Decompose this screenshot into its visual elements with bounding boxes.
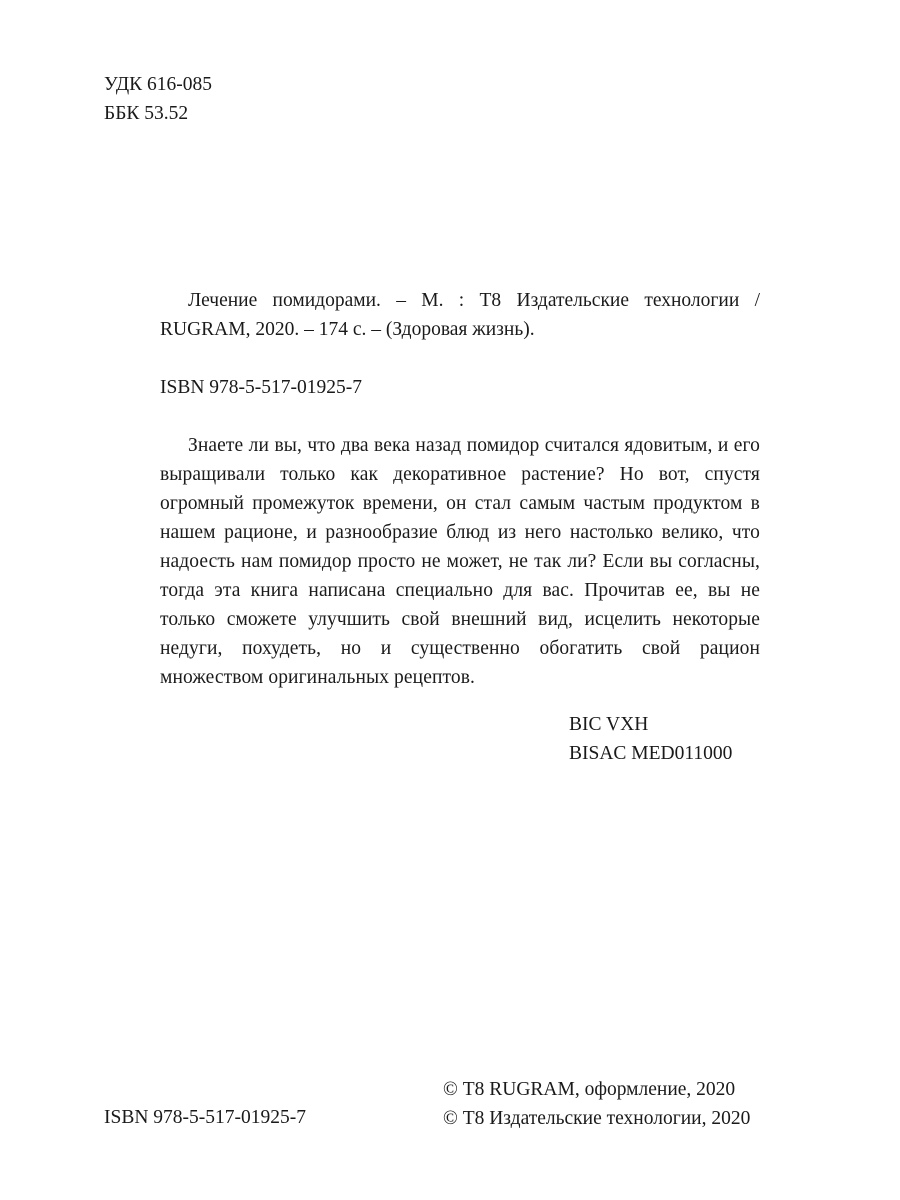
isbn-footer: ISBN 978-5-517-01925-7 bbox=[104, 1107, 307, 1128]
isbn-main: ISBN 978-5-517-01925-7 bbox=[160, 377, 363, 398]
classification-block bbox=[104, 70, 212, 128]
subject-codes bbox=[569, 710, 732, 768]
copyright-publisher: © Т8 Издательские технологии, 2020 bbox=[443, 1108, 751, 1129]
annotation-text: Знаете ли вы, что два века назад помидор считался ядовитым, и его выращивали только как декоративное растение? Но вот, спустя огромный промежуток времени, он стал самым частым продуктом в нашем рационе, и разнообразие блюд из него настолько велико, что надоесть нам помидор просто не может, не так ли? Если вы согласны, тогда эта книга написана специально для вас. Прочитав ее, вы не только сможете улучшить свой внешний вид, исцелить некоторые недуги, похудеть, но и существенно обогатить свой рацион множеством оригинальных рецептов. bbox=[160, 435, 760, 688]
bisac-code: BISAC MED011000 bbox=[569, 743, 733, 764]
copyright-design: © Т8 RUGRAM, оформление, 2020 bbox=[443, 1079, 736, 1100]
bic-code: BIC VXH bbox=[569, 714, 649, 735]
main-content bbox=[160, 286, 760, 692]
bibliographic-record: Лечение помидорами. – М. : Т8 Издательские технологии / RUGRAM, 2020. – 174 с. – (Здоровая жизнь). bbox=[160, 290, 760, 340]
bbk-code: ББК 53.52 bbox=[104, 103, 189, 124]
copyright-block bbox=[443, 1075, 750, 1133]
udk-code: УДК 616-085 bbox=[104, 74, 213, 95]
